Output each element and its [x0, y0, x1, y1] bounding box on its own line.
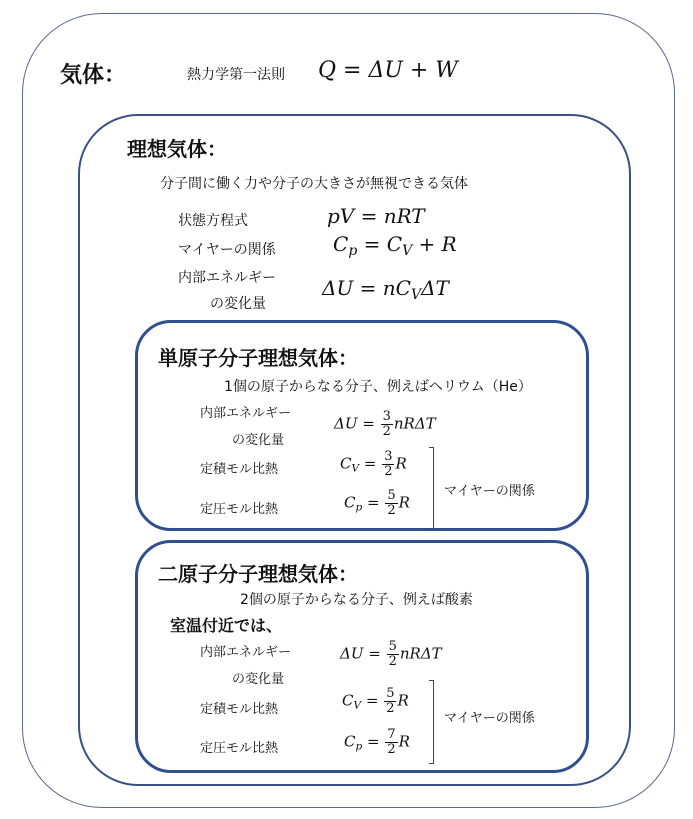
- monatomic-internal-energy-line1: 内部エネルギー: [200, 406, 292, 421]
- diatomic-internal-energy-line1: 内部エネルギー: [200, 645, 292, 660]
- mayer-relation-label: マイヤーの関係: [178, 242, 276, 258]
- monatomic-cv-equation: $C_V$ = $\frac{3}{2}$ R: [340, 449, 407, 479]
- internal-energy-equation: $\Delta U = nC_V\Delta T$: [322, 276, 449, 304]
- diatomic-cv-equation: $C_V$ = $\frac{5}{2}$ R: [342, 686, 409, 716]
- monatomic-description: 1個の原子からなる分子、例えばヘリウム（He）: [224, 379, 532, 395]
- monatomic-mayer-bracket: [429, 447, 434, 529]
- first-law-equation: Q = ΔU + W: [318, 58, 458, 83]
- diatomic-title: 二原子分子理想気体：: [158, 562, 358, 586]
- equation-of-state-label: 状態方程式: [178, 213, 248, 229]
- diatomic-cv-label: 定積モル比熱: [200, 702, 279, 717]
- internal-energy-label-line1: 内部エネルギー: [178, 270, 276, 286]
- ideal-gas-description: 分子間に働く力や分子の大きさが無視できる気体: [160, 176, 468, 192]
- diatomic-cp-label: 定圧モル比熱: [200, 741, 279, 756]
- first-law-label: 熱力学第一法則: [187, 67, 285, 83]
- monatomic-cp-equation: $C_p$ = $\frac{5}{2}$ R: [344, 488, 410, 518]
- diatomic-internal-energy-equation: ΔU = $\frac{5}{2}$ nRΔT: [340, 639, 442, 669]
- internal-energy-label-line2: の変化量: [210, 296, 266, 312]
- gas-title: 気体：: [60, 63, 127, 88]
- monatomic-internal-energy-line2: の変化量: [232, 433, 285, 448]
- monatomic-cv-label: 定積モル比熱: [200, 462, 279, 477]
- diatomic-mayer-note: マイヤーの関係: [444, 711, 535, 726]
- ideal-gas-title: 理想気体：: [127, 137, 227, 161]
- diatomic-description: 2個の原子からなる分子、例えば酸素: [240, 592, 473, 608]
- diatomic-mayer-bracket: [429, 680, 434, 764]
- equation-of-state: pV = nRT: [327, 204, 425, 228]
- mayer-relation-equation: $C_p = C_V + R$: [333, 232, 457, 260]
- monatomic-mayer-note: マイヤーの関係: [444, 484, 535, 499]
- monatomic-cp-label: 定圧モル比熱: [200, 502, 279, 517]
- monatomic-title: 単原子分子理想気体：: [158, 346, 358, 370]
- diatomic-internal-energy-line2: の変化量: [232, 672, 285, 687]
- diatomic-condition: 室温付近では、: [170, 616, 283, 635]
- diatomic-cp-equation: $C_p$ = $\frac{7}{2}$ R: [344, 727, 410, 757]
- monatomic-internal-energy-equation: ΔU = $\frac{3}{2}$ nRΔT: [334, 409, 436, 439]
